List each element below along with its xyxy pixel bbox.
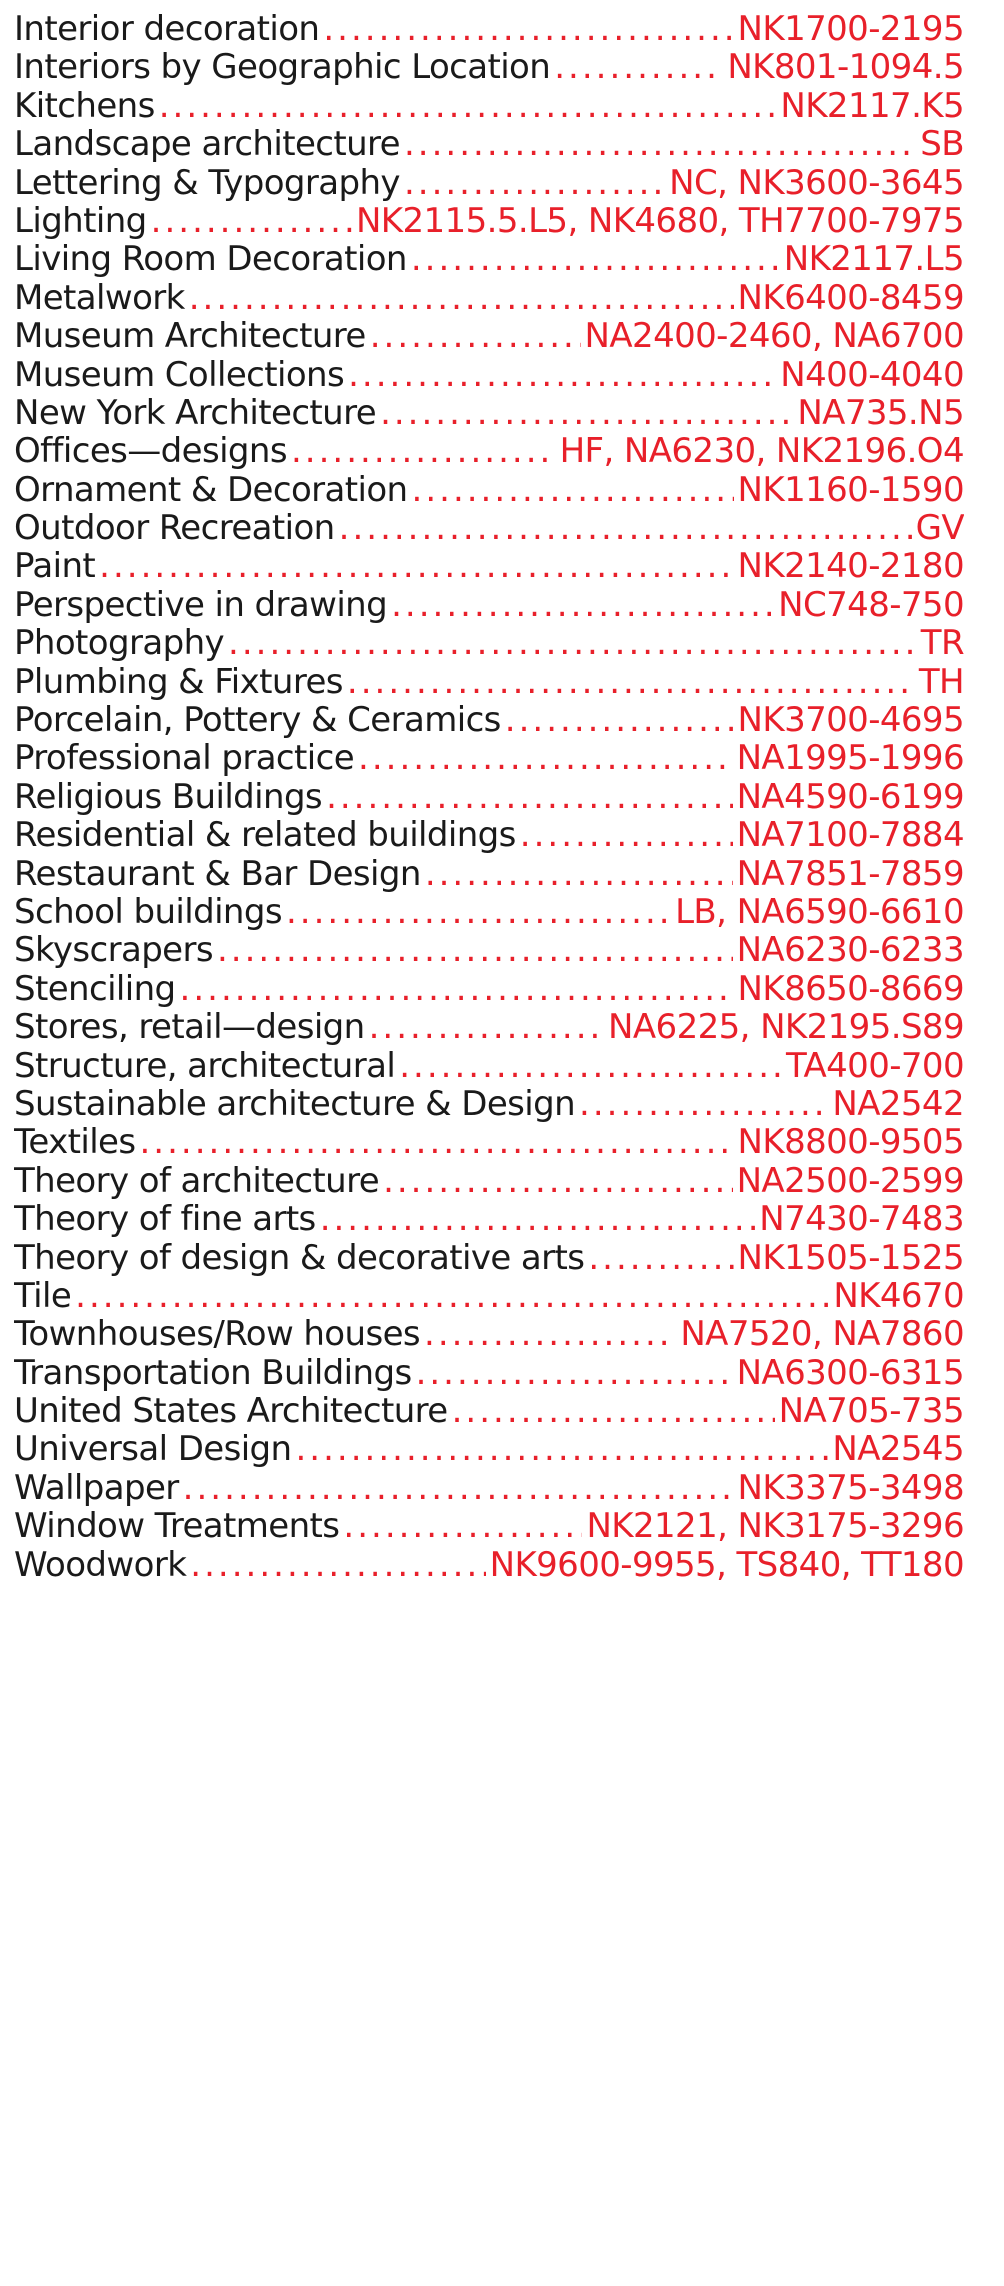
subject-term: Porcelain, Pottery & Ceramics xyxy=(14,701,501,740)
call-number: NA2542 xyxy=(832,1084,964,1124)
subject-term: Skyscrapers xyxy=(14,931,213,970)
call-number: LB, NA6590-6610 xyxy=(675,892,964,932)
dot-leader xyxy=(180,970,734,1008)
call-number: NA7100-7884 xyxy=(736,816,964,855)
index-entry xyxy=(14,816,964,854)
index-entry xyxy=(14,509,964,547)
dot-leader xyxy=(411,240,780,278)
subject-term: Landscape architecture xyxy=(14,125,400,164)
subject-term: Outdoor Recreation xyxy=(14,509,335,548)
call-number: GV xyxy=(915,509,964,548)
index-entry xyxy=(14,432,964,470)
call-number: NK3700-4695 xyxy=(737,701,964,740)
dot-leader xyxy=(424,1315,676,1353)
index-entry xyxy=(14,855,964,893)
index-entry xyxy=(14,10,964,48)
index-entry xyxy=(14,1392,964,1430)
dot-leader xyxy=(343,1507,582,1545)
call-number: NA6230-6233 xyxy=(736,931,964,970)
call-number: NC748-750 xyxy=(778,585,964,625)
dot-leader xyxy=(369,1008,604,1046)
dot-leader xyxy=(159,87,777,125)
index-entry xyxy=(14,1085,964,1123)
subject-term: Stores, retail—design xyxy=(14,1008,365,1047)
index-entry xyxy=(14,279,964,317)
subject-term: Living Room Decoration xyxy=(14,240,407,279)
subject-term: Offices—designs xyxy=(14,432,287,471)
dot-leader xyxy=(380,394,793,432)
dot-leader xyxy=(151,202,352,240)
subject-term: School buildings xyxy=(14,892,282,932)
call-number: NC, NK3600-3645 xyxy=(669,163,964,202)
subject-term: New York Architecture xyxy=(14,393,377,433)
index-entry xyxy=(14,1315,964,1353)
index-entry xyxy=(14,125,964,163)
index-entry xyxy=(14,1008,964,1046)
call-number: NA705-735 xyxy=(778,1392,964,1431)
dot-leader xyxy=(554,48,723,86)
index-entry xyxy=(14,547,964,585)
index-entry xyxy=(14,663,964,701)
index-entry xyxy=(14,1277,964,1315)
call-number: NA1995-1996 xyxy=(736,739,964,778)
call-number: NA6225, NK2195.S89 xyxy=(608,1008,964,1047)
dot-leader xyxy=(348,356,776,394)
dot-leader xyxy=(99,547,733,585)
call-number: NK801-1094.5 xyxy=(727,48,964,87)
subject-term: Restaurant & Bar Design xyxy=(14,854,421,893)
call-number: NK9600-9955, TS840, TT180 xyxy=(489,1545,964,1585)
subject-term: Wallpaper xyxy=(14,1468,179,1508)
call-number: NK2115.5.L5, NK4680, TH7700-7975 xyxy=(355,201,964,241)
index-entry xyxy=(14,471,964,509)
dot-leader xyxy=(323,10,733,48)
dot-leader xyxy=(75,1277,829,1315)
call-number: NA7851-7859 xyxy=(736,854,964,893)
index-entry xyxy=(14,1162,964,1200)
subject-term: Theory of architecture xyxy=(14,1161,380,1201)
dot-leader xyxy=(291,432,556,470)
index-entry xyxy=(14,356,964,394)
call-number: NK1160-1590 xyxy=(737,470,964,510)
index-entry xyxy=(14,1047,964,1085)
subject-term: Religious Buildings xyxy=(14,777,323,817)
dot-leader xyxy=(404,164,665,202)
index-entry xyxy=(14,586,964,624)
index-entry xyxy=(14,624,964,662)
index-entry xyxy=(14,1546,964,1584)
dot-leader xyxy=(520,816,733,854)
subject-term: Woodwork xyxy=(14,1545,187,1585)
dot-leader xyxy=(391,586,774,624)
dot-leader xyxy=(452,1392,775,1430)
index-entry xyxy=(14,1469,964,1507)
index-entry xyxy=(14,1239,964,1277)
dot-leader xyxy=(425,855,733,893)
call-number: NK2140-2180 xyxy=(737,547,964,586)
subject-term: United States Architecture xyxy=(14,1392,448,1431)
call-number: TH xyxy=(918,662,964,702)
dot-leader xyxy=(505,701,734,739)
index-entry xyxy=(14,240,964,278)
subject-term: Museum Architecture xyxy=(14,317,366,356)
index-entry xyxy=(14,701,964,739)
subject-term: Ornament & Decoration xyxy=(14,470,408,510)
call-number: TA400-700 xyxy=(785,1046,964,1085)
subject-term: Museum Collections xyxy=(14,355,345,394)
dot-leader xyxy=(183,1469,734,1507)
call-number: NK2117.L5 xyxy=(783,240,964,279)
call-number: NK8800-9505 xyxy=(737,1123,964,1162)
subject-term: Interiors by Geographic Location xyxy=(14,48,551,87)
call-number: NK6400-8459 xyxy=(737,278,964,318)
dot-leader xyxy=(228,624,917,662)
dot-leader xyxy=(370,317,581,355)
subject-term: Residential & related buildings xyxy=(14,816,516,855)
call-number: NK8650-8669 xyxy=(737,969,964,1009)
call-number: HF, NA6230, NK2196.O4 xyxy=(559,432,964,471)
dot-leader xyxy=(399,1047,782,1085)
subject-term: Transportation Buildings xyxy=(14,1353,412,1393)
index-entry xyxy=(14,893,964,931)
dot-leader xyxy=(412,471,734,509)
subject-term: Photography xyxy=(14,624,225,663)
subject-term: Sustainable architecture & Design xyxy=(14,1084,576,1124)
call-number: NA7520, NA7860 xyxy=(680,1315,964,1354)
subject-term: Structure, architectural xyxy=(14,1046,396,1085)
subject-term: Paint xyxy=(14,547,96,586)
dot-leader xyxy=(217,931,733,969)
dot-leader xyxy=(140,1123,734,1161)
subject-term: Window Treatments xyxy=(14,1507,340,1546)
index-entry xyxy=(14,164,964,202)
dot-leader xyxy=(383,1162,733,1200)
call-number: NA2500-2599 xyxy=(736,1161,964,1201)
dot-leader xyxy=(320,1200,756,1238)
subject-term: Theory of fine arts xyxy=(14,1200,316,1239)
subject-term: Universal Design xyxy=(14,1430,292,1469)
call-number: NK4670 xyxy=(833,1276,964,1316)
index-entry xyxy=(14,87,964,125)
index-entry xyxy=(14,778,964,816)
subject-term: Perspective in drawing xyxy=(14,585,388,625)
index-entry xyxy=(14,317,964,355)
call-number: N7430-7483 xyxy=(759,1200,964,1239)
subject-term: Plumbing & Fixtures xyxy=(14,662,343,702)
dot-leader xyxy=(326,778,733,816)
call-number: NA2545 xyxy=(832,1430,964,1469)
dot-leader xyxy=(404,125,916,163)
dot-leader xyxy=(189,279,734,317)
subject-index-list xyxy=(14,10,964,1584)
call-number: NK2121, NK3175-3296 xyxy=(586,1507,964,1546)
call-number: NA735.N5 xyxy=(797,393,964,433)
subject-term: Stenciling xyxy=(14,969,176,1009)
dot-leader xyxy=(358,739,733,777)
index-entry xyxy=(14,1354,964,1392)
index-entry xyxy=(14,1200,964,1238)
call-number: SB xyxy=(920,125,964,164)
call-number: NA2400-2460, NA6700 xyxy=(584,317,964,356)
subject-term: Textiles xyxy=(14,1123,136,1162)
index-entry xyxy=(14,1430,964,1468)
subject-term: Professional practice xyxy=(14,739,355,778)
dot-leader xyxy=(339,509,912,547)
dot-leader xyxy=(190,1546,485,1584)
dot-leader xyxy=(296,1430,829,1468)
call-number: N400-4040 xyxy=(780,355,964,394)
subject-term: Theory of design & decorative arts xyxy=(14,1238,585,1277)
index-entry xyxy=(14,931,964,969)
subject-term: Metalwork xyxy=(14,278,185,318)
dot-leader xyxy=(579,1085,828,1123)
call-number: NA6300-6315 xyxy=(736,1353,964,1393)
call-number: NK1505-1525 xyxy=(737,1238,964,1277)
subject-term: Kitchens xyxy=(14,86,155,126)
index-entry xyxy=(14,1507,964,1545)
call-number: NK1700-2195 xyxy=(737,10,964,49)
index-entry xyxy=(14,48,964,86)
subject-term: Interior decoration xyxy=(14,10,320,49)
dot-leader xyxy=(347,663,915,701)
call-number: TR xyxy=(920,624,964,663)
index-entry xyxy=(14,394,964,432)
subject-term: Tile xyxy=(14,1276,72,1316)
index-entry xyxy=(14,739,964,777)
subject-term: Townhouses/Row houses xyxy=(14,1315,421,1354)
call-number: NK2117.K5 xyxy=(780,86,964,126)
dot-leader xyxy=(416,1354,733,1392)
dot-leader xyxy=(588,1239,733,1277)
index-entry xyxy=(14,202,964,240)
call-number: NK3375-3498 xyxy=(737,1468,964,1508)
subject-term: Lettering & Typography xyxy=(14,163,400,202)
call-number: NA4590-6199 xyxy=(736,777,964,817)
index-entry xyxy=(14,1123,964,1161)
dot-leader xyxy=(286,893,671,931)
index-entry xyxy=(14,970,964,1008)
subject-term: Lighting xyxy=(14,201,147,241)
